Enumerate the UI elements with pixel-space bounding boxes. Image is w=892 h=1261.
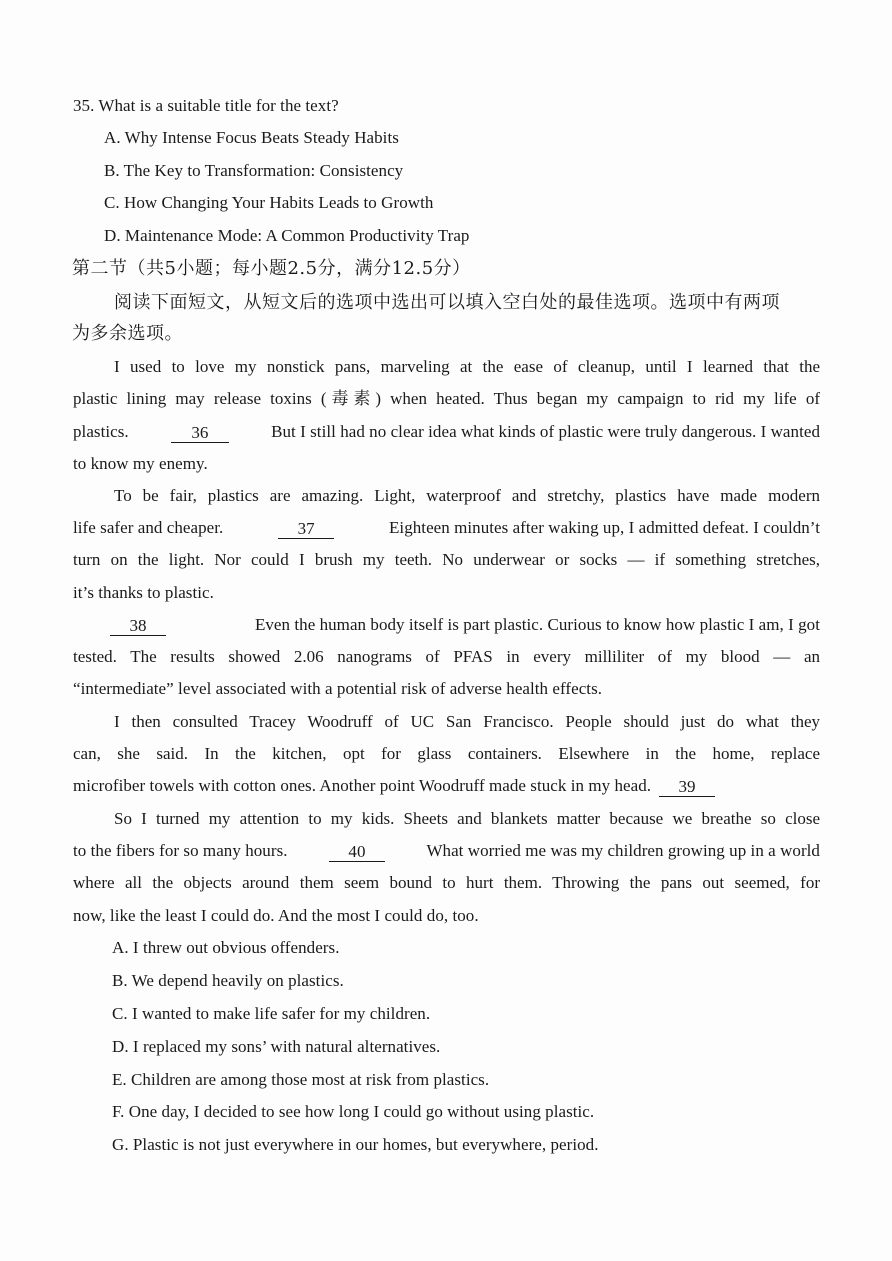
section-instruction-line-1: 阅读下面短文，从短文后的选项中选出可以填入空白处的最佳选项。选项中有两项 xyxy=(114,292,780,313)
passage-p5-line-2-post: What worried me was my children growing up in a world xyxy=(426,841,820,860)
blank-40: 40 xyxy=(329,843,385,862)
passage-p3-line-3: “intermediate” level associated with a potential risk of adverse health effects. xyxy=(73,679,603,698)
choice-c: C. I wanted to make life safer for my children. xyxy=(112,1004,431,1023)
section-instruction-line-2: 为多余选项。 xyxy=(72,323,183,344)
passage-p5-line-2-pre: to the fibers for so many hours. xyxy=(73,841,288,860)
passage-p5-line-2 xyxy=(73,840,820,862)
passage-p3-line-2: tested. The results showed 2.06 nanograms of PFAS in every milliliter of my blood — an xyxy=(73,647,820,666)
passage-p1-line-1: I used to love my nonstick pans, marveling at the ease of cleanup, until I learned that the xyxy=(114,357,820,376)
choice-b: B. We depend heavily on plastics. xyxy=(112,971,344,990)
choice-e: E. Children are among those most at risk from plastics. xyxy=(112,1070,490,1089)
passage-p2-line-2-pre: life safer and cheaper. xyxy=(73,518,224,537)
passage-p1-line-4: to know my enemy. xyxy=(73,454,208,473)
question-35-stem: 35. What is a suitable title for the text? xyxy=(73,96,339,115)
passage-p2-line-4: it’s thanks to plastic. xyxy=(73,583,214,602)
passage-p5-line-3: where all the objects around them seem bound to hurt them. Throwing the pans out seemed, for xyxy=(73,873,820,892)
passage-p1-line-3-pre: plastics. xyxy=(73,422,129,441)
question-35-option-b: B. The Key to Transformation: Consistency xyxy=(104,161,404,180)
question-35-option-a: A. Why Intense Focus Beats Steady Habits xyxy=(104,128,399,147)
passage-p5-line-1: So I turned my attention to my kids. Sheets and blankets matter because we breathe so close xyxy=(114,809,820,828)
choice-g: G. Plastic is not just everywhere in our homes, but everywhere, period. xyxy=(112,1135,599,1154)
choice-a: A. I threw out obvious offenders. xyxy=(112,938,340,957)
passage-p1-line-2: plastic lining may release toxins (毒素) when heated. Thus began my campaign to rid my life of xyxy=(73,389,820,408)
passage-p2-line-2 xyxy=(73,517,820,539)
passage-p4-line-2: can, she said. In the kitchen, opt for glass containers. Elsewhere in the home, replace xyxy=(73,744,820,763)
section-heading: 第二节（共5小题；每小题2.5分，满分12.5分） xyxy=(72,258,471,279)
blank-38: 38 xyxy=(110,617,166,636)
passage-p2-line-1: To be fair, plastics are amazing. Light, waterproof and stretchy, plastics have made modern xyxy=(114,486,820,505)
question-35-option-c: C. How Changing Your Habits Leads to Growth xyxy=(104,193,434,212)
passage-p3-line-1-post: Even the human body itself is part plastic. Curious to know how plastic I am, I got xyxy=(254,615,820,634)
passage-p4-line-1: I then consulted Tracey Woodruff of UC San Francisco. People should just do what they xyxy=(114,712,820,731)
blank-37: 37 xyxy=(278,520,334,539)
choice-f: F. One day, I decided to see how long I could go without using plastic. xyxy=(112,1102,595,1121)
passage-p4-line-3-pre: microfiber towels with cotton ones. Another point Woodruff made stuck in my head. xyxy=(73,776,652,795)
passage-p5-line-4: now, like the least I could do. And the most I could do, too. xyxy=(73,906,479,925)
passage-p1-line-3 xyxy=(73,421,820,443)
question-35-option-d: D. Maintenance Mode: A Common Productivity Trap xyxy=(104,226,470,245)
blank-39: 39 xyxy=(659,778,715,797)
choice-d: D. I replaced my sons’ with natural alternatives. xyxy=(112,1037,441,1056)
passage-p4-line-3 xyxy=(73,775,719,797)
passage-p2-line-3: turn on the light. Nor could I brush my teeth. No underwear or socks — if something stretches, xyxy=(73,550,820,569)
blank-36: 36 xyxy=(171,424,229,443)
passage-p3-line-1 xyxy=(110,614,820,636)
passage-p1-line-3-post: But I still had no clear idea what kinds of plastic were truly dangerous. I wanted xyxy=(271,422,820,441)
passage-p2-line-2-post: Eighteen minutes after waking up, I admitted defeat. I couldn’t xyxy=(388,518,820,537)
